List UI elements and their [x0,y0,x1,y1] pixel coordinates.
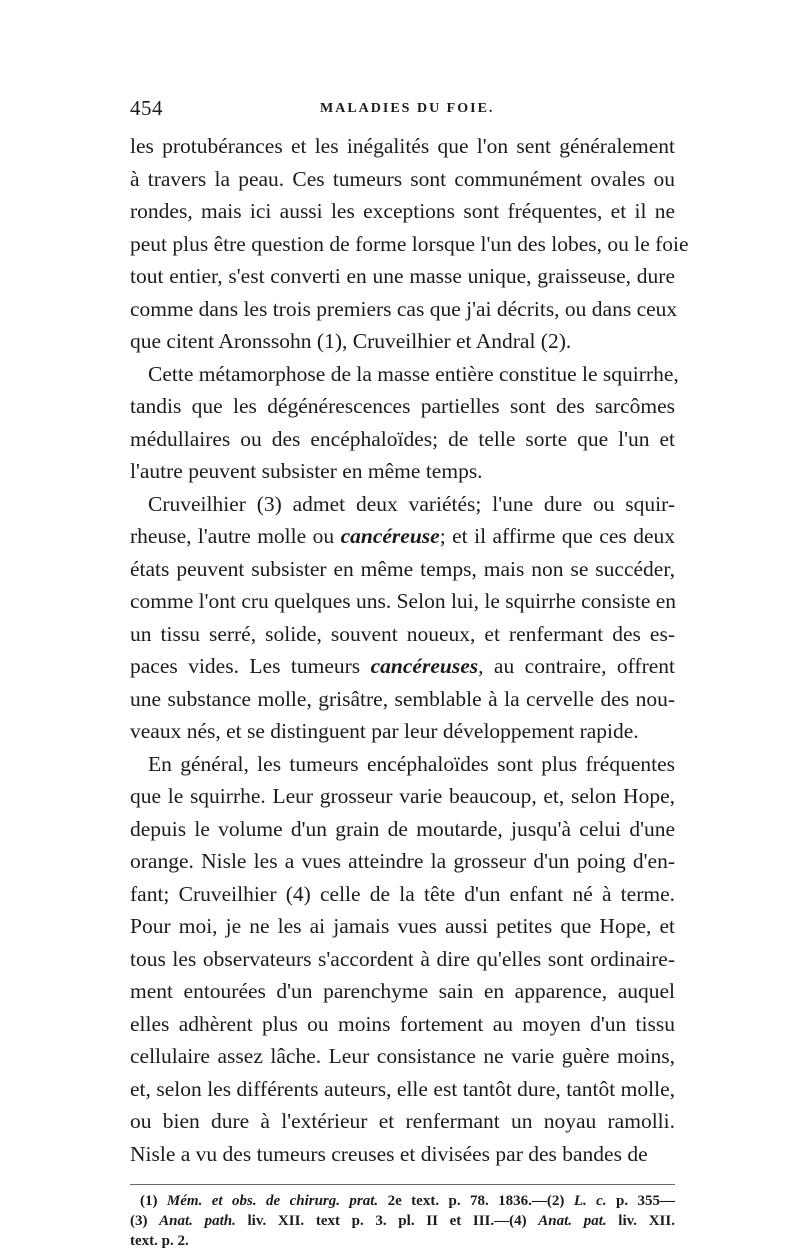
text-line [130,163,675,196]
text-line [130,1073,675,1106]
text-segment: que le squirrhe. Leur grosseur varie beaucoup, et, selon Hope, [130,784,675,808]
text-line [130,943,675,976]
text-segment: liv. XII. text p. 3. pl. II et III.—(4) [235,1213,539,1229]
text-segment: Cette métamorphose de la masse entière constitue le squirrhe, [148,361,679,386]
book-page [130,96,689,1251]
text-segment: ou bien dure à l'extérieur et renfermant un noyau ramolli. [130,1109,675,1133]
footnote-line [130,1231,675,1251]
text-line [130,228,689,261]
italic-term: L. c. [573,1193,607,1209]
text-segment: rondes, mais ici aussi les exceptions sont fréquentes, et il ne [130,199,675,223]
text-line [130,748,675,781]
text-line [130,715,675,748]
text-line [130,683,675,716]
footnotes [130,1191,675,1251]
text-segment: (3) [130,1213,160,1229]
text-segment: une substance molle, grisâtre, semblable à la cervelle des nou- [130,686,675,711]
text-segment: depuis le volume d'un grain de moutarde, jusqu'à celui d'une [130,816,675,841]
text-segment: fant; Cruveilhier (4) celle de la tête d'un enfant né à terme. [130,881,675,906]
body-text [130,130,689,1170]
text-segment: états peuvent subsister en même temps, mais non se succéder, [130,556,675,581]
text-line [130,488,675,521]
text-line [130,585,675,618]
text-line [130,520,675,553]
text-line [130,390,675,423]
text-segment: rheuse, l'autre molle ou [130,524,341,548]
text-line [130,455,675,488]
text-line [130,975,675,1008]
text-segment: Cruveilhier (3) admet deux variétés; l'une dure ou squir- [148,491,675,516]
text-line [130,780,675,813]
footnote-line [130,1191,675,1211]
text-segment: tous les observateurs s'accordent à dire qu'elles sont ordinaire- [130,946,675,971]
text-segment: et, selon les différents auteurs, elle est tantôt dure, tantôt molle, [130,1076,675,1101]
text-line [130,130,675,163]
footnote-line [130,1211,675,1231]
text-line [130,845,675,878]
text-segment: liv. XII. [606,1213,675,1229]
text-line [130,878,675,911]
text-segment: Pour moi, je ne les ai jamais vues aussi petites que Hope, et [130,914,675,938]
italic-term: cancéreuses [370,654,479,678]
text-segment: (1) [140,1193,167,1209]
text-line [130,1040,675,1073]
text-line [130,650,675,683]
text-segment: l'autre peuvent subsister en même temps. [130,459,483,483]
italic-term: cancéreuse [340,524,440,548]
italic-term: Anat. pat. [538,1213,607,1229]
text-line [130,358,679,391]
text-segment: à travers la peau. Ces tumeurs sont communément ovales ou [130,166,675,191]
running-head [130,96,675,130]
italic-term: Anat. path. [159,1213,236,1229]
text-segment: p. 355— [606,1193,676,1209]
text-segment: text. p. 2. [130,1233,189,1249]
page-number: 454 [130,96,163,120]
text-segment: ; et il affirme que ces deux [439,524,676,548]
text-line [130,910,675,943]
text-line [130,1138,675,1171]
text-segment: tandis que les dégénérescences partielles sont des sarcômes [130,394,675,418]
text-segment: orange. Nisle les a vues atteindre la grosseur d'un poing d'en- [130,849,675,873]
text-segment: ment entourées d'un parenchyme sain en apparence, auquel [130,979,675,1003]
text-line [130,553,675,586]
text-line [130,325,675,358]
text-line [130,260,675,293]
text-segment: un tissu serré, solide, souvent noueux, et renfermant des es- [130,621,675,646]
text-segment: En général, les tumeurs encéphaloïdes sont plus fréquentes [148,751,675,776]
text-line [130,618,675,651]
text-segment: peut plus être question de forme lorsque l'un des lobes, ou le foie [130,231,689,256]
text-segment: médullaires ou des encéphaloïdes; de telle sorte que l'un et [130,426,675,451]
text-segment: les protubérances et les inégalités que l'on sent généralement [130,134,675,158]
text-line [130,195,675,228]
footnote-divider [130,1184,675,1185]
text-segment: paces vides. Les tumeurs [130,654,371,678]
text-line [130,293,678,326]
text-segment: tout entier, s'est converti en une masse unique, graisseuse, dure [130,264,675,288]
text-segment: veaux nés, et se distinguent par leur développement rapide. [130,719,639,743]
running-title: MALADIES DU FOIE. [320,101,495,116]
text-segment: comme dans les trois premiers cas que j'ai décrits, ou dans ceux [130,296,678,321]
text-segment: Nisle a vu des tumeurs creuses et divisées par des bandes de [130,1141,648,1166]
text-line [130,1008,675,1041]
text-line [130,813,675,846]
text-segment: elles adhèrent plus ou moins fortement au moyen d'un tissu [130,1011,675,1036]
text-segment: 2e text. p. 78. 1836.—(2) [378,1193,574,1209]
text-segment: , au contraire, offrent [478,654,676,678]
text-segment: cellulaire assez lâche. Leur consistance ne varie guère moins, [130,1044,675,1068]
italic-term: Mém. et obs. de chirurg. prat. [166,1193,379,1209]
text-line [130,1105,675,1138]
text-line [130,423,675,456]
text-segment: que citent Aronssohn (1), Cruveilhier et Andral (2). [130,329,572,353]
text-segment: comme l'ont cru quelques uns. Selon lui, le squirrhe consiste en [130,589,677,613]
